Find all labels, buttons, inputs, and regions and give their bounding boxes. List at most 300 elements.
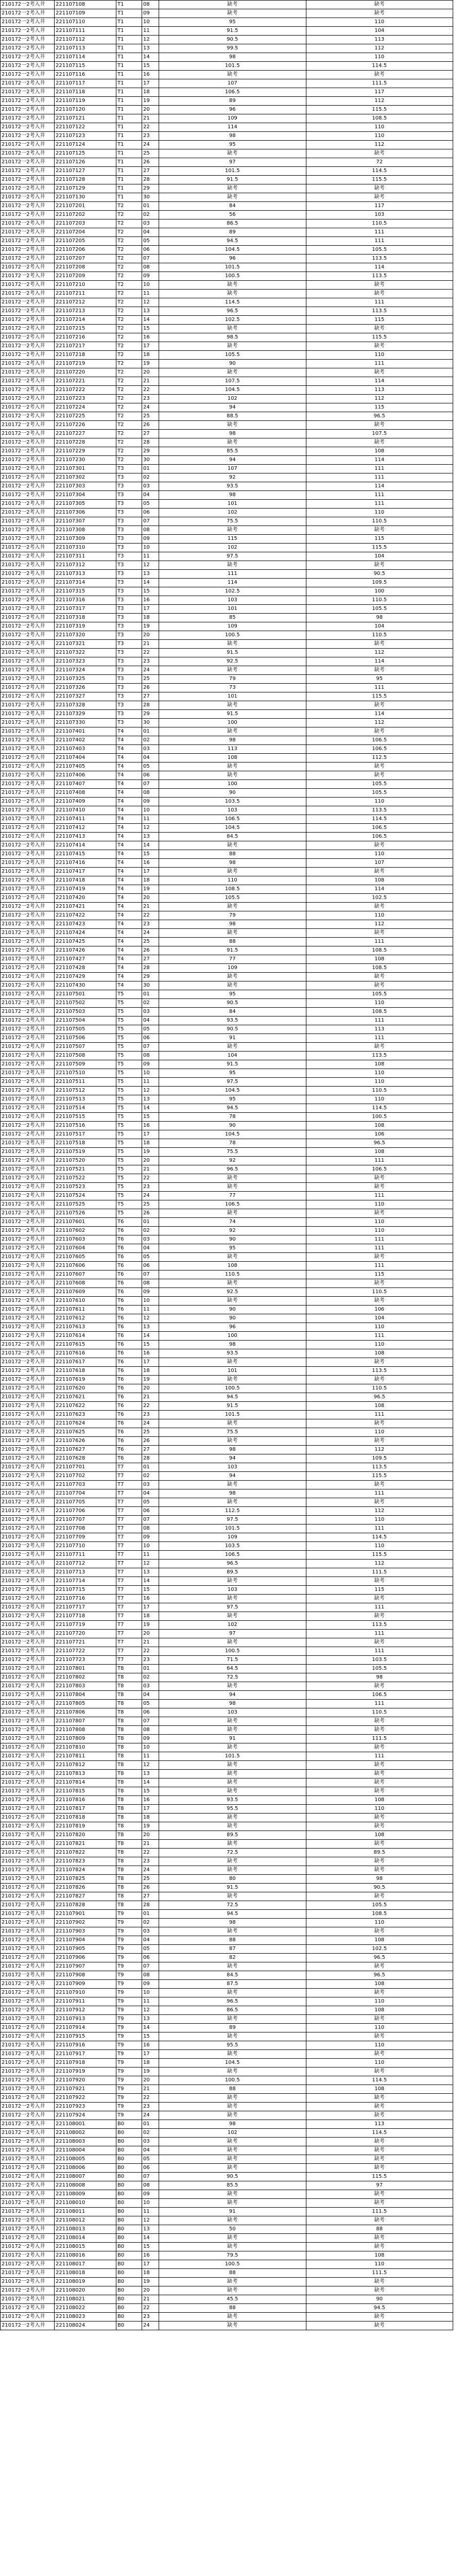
- table-cell-seat: 18: [142, 2269, 159, 2278]
- table-cell-id: 221107625: [55, 1428, 116, 1437]
- table-cell-id: 221107819: [55, 1822, 116, 1831]
- table-cell-score-b: 111: [306, 1157, 453, 1165]
- table-cell-seat: 09: [142, 2190, 159, 2199]
- table-row: [1, 929, 453, 938]
- table-cell-id: 221107207: [55, 255, 116, 263]
- table-cell-seat: 05: [142, 500, 159, 509]
- table-cell-name: 210172一2考入井: [1, 430, 55, 438]
- table-row: [1, 1796, 453, 1805]
- table-row: [1, 1139, 453, 1148]
- table-cell-score-a: 94: [159, 1454, 306, 1463]
- table-cell-score-b: 115: [306, 1270, 453, 1279]
- table-cell-id: 221107330: [55, 719, 116, 727]
- table-row: [1, 1244, 453, 1253]
- table-row: [1, 1358, 453, 1367]
- table-cell-score-b: 缺考: [306, 2243, 453, 2251]
- table-cell-name: 210172一2考入井: [1, 1691, 55, 1700]
- table-row: [1, 1349, 453, 1358]
- table-cell-seat: 09: [142, 1288, 159, 1297]
- table-row: [1, 710, 453, 719]
- table-cell-score-b: 98: [306, 1673, 453, 1682]
- table-cell-seat: 23: [142, 132, 159, 141]
- table-cell-name: 210172一2考入井: [1, 841, 55, 850]
- table-cell-class: T7: [116, 1577, 142, 1586]
- table-cell-class: T4: [116, 824, 142, 833]
- table-cell-score-b: 缺考: [306, 2138, 453, 2146]
- table-row: [1, 246, 453, 255]
- table-row: [1, 1279, 453, 1288]
- table-cell-score-b: 缺考: [306, 1253, 453, 1262]
- table-cell-id: 221107205: [55, 237, 116, 246]
- table-row: [1, 2041, 453, 2050]
- table-cell-name: 210172一2考入井: [1, 2208, 55, 2216]
- table-cell-score-a: 90.5: [159, 36, 306, 44]
- table-cell-seat: 06: [142, 1262, 159, 1270]
- table-cell-score-a: 缺考: [159, 2111, 306, 2120]
- table-cell-score-a: 89: [159, 2024, 306, 2032]
- table-cell-seat: 07: [142, 1516, 159, 1524]
- table-cell-name: 210172一2考入井: [1, 403, 55, 412]
- table-cell-id: 221107302: [55, 473, 116, 482]
- table-cell-seat: 01: [142, 990, 159, 999]
- table-cell-id: 221107613: [55, 1323, 116, 1332]
- table-cell-class: T4: [116, 815, 142, 824]
- table-row: [1, 1157, 453, 1165]
- table-cell-score-a: 91: [159, 2208, 306, 2216]
- table-cell-seat: 10: [142, 1542, 159, 1551]
- table-row: [1, 1069, 453, 1078]
- table-cell-score-a: 缺考: [159, 9, 306, 18]
- table-cell-seat: 23: [142, 920, 159, 929]
- table-cell-score-a: 98: [159, 736, 306, 745]
- table-cell-class: T2: [116, 211, 142, 219]
- table-cell-score-a: 98: [159, 1446, 306, 1454]
- table-cell-id: 221107618: [55, 1367, 116, 1376]
- table-cell-id: 221107119: [55, 97, 116, 106]
- table-row: [1, 2208, 453, 2216]
- table-cell-class: T9: [116, 1910, 142, 1919]
- table-cell-seat: 24: [142, 1866, 159, 1875]
- table-cell-seat: 08: [142, 1971, 159, 1980]
- table-cell-score-b: 110: [306, 2041, 453, 2050]
- table-cell-seat: 13: [142, 307, 159, 316]
- table-row: [1, 1560, 453, 1568]
- table-cell-id: 221108012: [55, 2216, 116, 2225]
- table-cell-name: 210172一2考入井: [1, 2286, 55, 2295]
- table-cell-seat: 04: [142, 491, 159, 500]
- table-cell-name: 210172一2考入井: [1, 1997, 55, 2006]
- table-cell-score-b: 102.5: [306, 1945, 453, 1954]
- table-cell-id: 221107815: [55, 1787, 116, 1796]
- table-cell-score-b: 缺考: [306, 1761, 453, 1770]
- table-cell-seat: 26: [142, 1209, 159, 1218]
- table-cell-score-a: 95.5: [159, 2041, 306, 2050]
- table-cell-score-b: 缺考: [306, 666, 453, 675]
- table-cell-class: T4: [116, 727, 142, 736]
- table-cell-id: 221107126: [55, 158, 116, 167]
- table-cell-score-b: 110: [306, 2059, 453, 2067]
- table-cell-score-a: 111: [159, 570, 306, 579]
- table-cell-score-b: 114.5: [306, 2129, 453, 2138]
- table-cell-id: 221107821: [55, 1840, 116, 1849]
- table-cell-class: T5: [116, 1008, 142, 1016]
- table-cell-score-a: 91.5: [159, 27, 306, 36]
- table-cell-name: 210172一2考入井: [1, 596, 55, 605]
- table-row: [1, 841, 453, 850]
- table-cell-id: 221107828: [55, 1901, 116, 1910]
- table-cell-seat: 23: [142, 657, 159, 666]
- table-cell-seat: 15: [142, 850, 159, 859]
- table-cell-seat: 19: [142, 1376, 159, 1384]
- table-cell-score-b: 缺考: [306, 1498, 453, 1507]
- table-cell-score-b: 115: [306, 316, 453, 325]
- table-cell-seat: 20: [142, 1384, 159, 1393]
- table-cell-score-a: 115: [159, 535, 306, 544]
- table-cell-score-a: 75.5: [159, 517, 306, 526]
- table-cell-id: 221108002: [55, 2129, 116, 2138]
- table-cell-seat: 08: [142, 2181, 159, 2190]
- table-cell-class: T5: [116, 1165, 142, 1174]
- table-cell-name: 210172一2考入井: [1, 123, 55, 132]
- table-row: [1, 2216, 453, 2225]
- table-cell-id: 221107314: [55, 579, 116, 587]
- table-cell-id: 221107130: [55, 193, 116, 202]
- table-cell-score-a: 缺考: [159, 2278, 306, 2286]
- table-cell-score-b: 115.5: [306, 333, 453, 342]
- table-cell-score-a: 缺考: [159, 1814, 306, 1822]
- table-cell-seat: 15: [142, 325, 159, 333]
- table-row: [1, 1997, 453, 2006]
- table-cell-seat: 19: [142, 97, 159, 106]
- table-cell-id: 221107109: [55, 9, 116, 18]
- table-cell-class: T1: [116, 132, 142, 141]
- table-row: [1, 1665, 453, 1673]
- table-row: [1, 237, 453, 246]
- table-cell-class: T4: [116, 789, 142, 798]
- table-cell-score-b: 110: [306, 1227, 453, 1235]
- table-cell-seat: 20: [142, 2286, 159, 2295]
- table-cell-name: 210172一2考入井: [1, 614, 55, 622]
- table-cell-name: 210172一2考入井: [1, 1770, 55, 1778]
- table-row: [1, 9, 453, 18]
- table-cell-seat: 11: [142, 1997, 159, 2006]
- table-cell-class: T2: [116, 246, 142, 255]
- table-cell-seat: 01: [142, 1910, 159, 1919]
- table-cell-class: T8: [116, 1726, 142, 1735]
- table-row: [1, 18, 453, 27]
- table-cell-name: 210172一2考入井: [1, 149, 55, 158]
- table-row: [1, 211, 453, 219]
- table-cell-seat: 01: [142, 1218, 159, 1227]
- table-cell-seat: 20: [142, 2076, 159, 2085]
- table-cell-name: 210172一2考入井: [1, 1122, 55, 1130]
- table-cell-score-b: 112: [306, 395, 453, 403]
- table-cell-score-a: 100.5: [159, 2260, 306, 2269]
- table-cell-score-b: 106: [306, 1306, 453, 1314]
- table-row: [1, 1612, 453, 1621]
- table-cell-seat: 25: [142, 1200, 159, 1209]
- table-cell-seat: 04: [142, 228, 159, 237]
- table-cell-seat: 26: [142, 1884, 159, 1892]
- table-row: [1, 579, 453, 587]
- table-row: [1, 1656, 453, 1665]
- table-cell-score-a: 98.5: [159, 333, 306, 342]
- table-cell-score-a: 94.5: [159, 1104, 306, 1113]
- table-cell-id: 221107710: [55, 1542, 116, 1551]
- table-cell-class: T6: [116, 1235, 142, 1244]
- table-cell-seat: 25: [142, 675, 159, 684]
- table-cell-seat: 16: [142, 333, 159, 342]
- table-cell-score-b: 111: [306, 1244, 453, 1253]
- table-cell-name: 210172一2考入井: [1, 1262, 55, 1270]
- table-cell-seat: 17: [142, 2260, 159, 2269]
- table-cell-name: 210172一2考入井: [1, 903, 55, 911]
- table-cell-score-a: 91.5: [159, 710, 306, 719]
- table-cell-seat: 02: [142, 473, 159, 482]
- table-cell-score-a: 84: [159, 202, 306, 211]
- table-row: [1, 1875, 453, 1884]
- table-cell-class: T8: [116, 1752, 142, 1761]
- table-cell-score-a: 93.5: [159, 482, 306, 491]
- table-cell-class: T8: [116, 1743, 142, 1752]
- table-row: [1, 1384, 453, 1393]
- table-cell-name: 210172一2考入井: [1, 587, 55, 596]
- table-row: [1, 1647, 453, 1656]
- table-cell-seat: 26: [142, 421, 159, 430]
- table-cell-name: 210172一2考入井: [1, 2269, 55, 2278]
- table-cell-class: T3: [116, 701, 142, 710]
- table-cell-id: 221108023: [55, 2313, 116, 2321]
- table-cell-score-a: 75.5: [159, 1148, 306, 1157]
- table-cell-seat: 25: [142, 412, 159, 421]
- table-cell-class: T2: [116, 342, 142, 351]
- table-cell-seat: 14: [142, 2024, 159, 2032]
- table-row: [1, 544, 453, 552]
- table-cell-name: 210172一2考入井: [1, 850, 55, 859]
- table-cell-score-b: 110: [306, 999, 453, 1008]
- table-cell-score-b: 缺考: [306, 1577, 453, 1586]
- table-cell-name: 210172一2考入井: [1, 1989, 55, 1997]
- table-cell-id: 221107918: [55, 2059, 116, 2067]
- table-cell-score-a: 90: [159, 1122, 306, 1130]
- table-cell-seat: 20: [142, 894, 159, 903]
- table-cell-name: 210172一2考入井: [1, 1910, 55, 1919]
- table-cell-name: 210172一2考入井: [1, 1113, 55, 1122]
- table-row: [1, 1831, 453, 1840]
- table-cell-score-a: 96.5: [159, 307, 306, 316]
- table-row: [1, 1428, 453, 1437]
- table-cell-id: 221107915: [55, 2032, 116, 2041]
- table-cell-seat: 02: [142, 2129, 159, 2138]
- table-cell-seat: 02: [142, 1227, 159, 1235]
- table-cell-name: 210172一2考入井: [1, 675, 55, 684]
- table-cell-score-a: 缺考: [159, 2199, 306, 2208]
- table-cell-id: 221107910: [55, 1989, 116, 1997]
- table-cell-score-b: 112: [306, 920, 453, 929]
- table-row: [1, 202, 453, 211]
- table-cell-score-b: 缺考: [306, 1183, 453, 1192]
- table-cell-class: T3: [116, 552, 142, 561]
- table-cell-score-b: 缺考: [306, 1857, 453, 1866]
- table-cell-seat: 08: [142, 1524, 159, 1533]
- table-row: [1, 946, 453, 955]
- table-row: [1, 1700, 453, 1708]
- table-cell-seat: 05: [142, 1700, 159, 1708]
- table-cell-score-b: 缺考: [306, 1358, 453, 1367]
- table-cell-id: 221107516: [55, 1122, 116, 1130]
- table-cell-id: 221107807: [55, 1717, 116, 1726]
- table-cell-id: 221107818: [55, 1814, 116, 1822]
- table-cell-id: 221107411: [55, 815, 116, 824]
- table-cell-seat: 07: [142, 780, 159, 789]
- table-cell-score-a: 缺考: [159, 325, 306, 333]
- table-cell-score-a: 79.5: [159, 2251, 306, 2260]
- table-row: [1, 44, 453, 53]
- table-cell-class: T5: [116, 1043, 142, 1052]
- table-cell-seat: 16: [142, 1796, 159, 1805]
- table-cell-score-a: 缺考: [159, 2067, 306, 2076]
- table-cell-score-a: 106.5: [159, 88, 306, 97]
- table-cell-seat: 16: [142, 2041, 159, 2050]
- table-cell-score-b: 缺考: [306, 2321, 453, 2330]
- table-cell-class: T9: [116, 1980, 142, 1989]
- table-cell-score-a: 105.5: [159, 894, 306, 903]
- table-cell-class: T3: [116, 491, 142, 500]
- table-cell-name: 210172一2考入井: [1, 1349, 55, 1358]
- table-cell-class: T8: [116, 1787, 142, 1796]
- table-cell-class: T3: [116, 649, 142, 657]
- table-cell-score-a: 114.5: [159, 298, 306, 307]
- table-row: [1, 2225, 453, 2234]
- table-row: [1, 1078, 453, 1087]
- table-cell-seat: 12: [142, 561, 159, 570]
- table-cell-class: T9: [116, 2094, 142, 2103]
- table-cell-id: 221107211: [55, 290, 116, 298]
- table-cell-score-a: 缺考: [159, 2146, 306, 2155]
- table-cell-name: 210172一2考入井: [1, 1489, 55, 1498]
- table-cell-score-b: 112: [306, 1446, 453, 1454]
- table-cell-seat: 24: [142, 403, 159, 412]
- table-cell-class: T5: [116, 1148, 142, 1157]
- table-cell-seat: 09: [142, 1533, 159, 1542]
- table-cell-id: 221107217: [55, 342, 116, 351]
- table-row: [1, 1761, 453, 1770]
- table-cell-score-a: 98: [159, 1489, 306, 1498]
- table-cell-score-b: 110: [306, 1200, 453, 1209]
- table-cell-name: 210172一2考入井: [1, 649, 55, 657]
- table-cell-class: B0: [116, 2313, 142, 2321]
- table-cell-score-a: 110.5: [159, 1270, 306, 1279]
- table-cell-id: 221107920: [55, 2076, 116, 2085]
- table-row: [1, 587, 453, 596]
- table-cell-name: 210172一2考入井: [1, 1227, 55, 1235]
- table-cell-id: 221107215: [55, 325, 116, 333]
- table-cell-class: T1: [116, 27, 142, 36]
- table-cell-class: T6: [116, 1402, 142, 1411]
- table-row: [1, 1927, 453, 1936]
- table-cell-seat: 18: [142, 614, 159, 622]
- table-cell-class: T1: [116, 71, 142, 79]
- table-cell-id: 221107423: [55, 920, 116, 929]
- table-cell-score-a: 98: [159, 132, 306, 141]
- table-cell-score-b: 缺考: [306, 1419, 453, 1428]
- table-cell-score-b: 106.5: [306, 1691, 453, 1700]
- table-cell-score-b: 111: [306, 1524, 453, 1533]
- table-cell-name: 210172一2考入井: [1, 1139, 55, 1148]
- table-cell-score-a: 缺考: [159, 903, 306, 911]
- table-cell-score-a: 77: [159, 955, 306, 964]
- table-cell-name: 210172一2考入井: [1, 570, 55, 579]
- table-cell-score-a: 90: [159, 1306, 306, 1314]
- table-cell-seat: 16: [142, 1349, 159, 1358]
- table-cell-seat: 09: [142, 1060, 159, 1069]
- table-row: [1, 1235, 453, 1244]
- table-cell-id: 221107612: [55, 1314, 116, 1323]
- table-cell-score-b: 110: [306, 18, 453, 27]
- table-cell-id: 221107905: [55, 1945, 116, 1954]
- table-cell-name: 210172一2考入井: [1, 333, 55, 342]
- table-cell-seat: 02: [142, 1472, 159, 1481]
- table-row: [1, 473, 453, 482]
- table-cell-seat: 14: [142, 1104, 159, 1113]
- table-cell-seat: 17: [142, 1805, 159, 1814]
- table-cell-score-a: 50: [159, 2225, 306, 2234]
- table-cell-name: 210172一2考入井: [1, 2015, 55, 2024]
- table-cell-name: 210172一2考入井: [1, 535, 55, 544]
- table-cell-seat: 03: [142, 1927, 159, 1936]
- table-cell-seat: 10: [142, 1743, 159, 1752]
- table-row: [1, 614, 453, 622]
- table-cell-name: 210172一2考入井: [1, 473, 55, 482]
- table-cell-seat: 10: [142, 18, 159, 27]
- table-cell-seat: 15: [142, 1787, 159, 1796]
- table-cell-id: 221107916: [55, 2041, 116, 2050]
- table-cell-score-b: 111: [306, 228, 453, 237]
- table-cell-score-b: 缺考: [306, 1726, 453, 1735]
- table-cell-id: 221107113: [55, 44, 116, 53]
- table-cell-seat: 14: [142, 2234, 159, 2243]
- table-cell-seat: 10: [142, 1297, 159, 1306]
- table-cell-score-a: 缺考: [159, 1857, 306, 1866]
- table-cell-score-a: 94.5: [159, 1393, 306, 1402]
- table-row: [1, 1437, 453, 1446]
- table-cell-score-a: 96.5: [159, 1165, 306, 1174]
- table-cell-score-a: 98: [159, 430, 306, 438]
- table-cell-id: 221108018: [55, 2269, 116, 2278]
- table-cell-score-b: 105.5: [306, 605, 453, 614]
- table-cell-seat: 01: [142, 465, 159, 473]
- table-row: [1, 351, 453, 360]
- table-cell-score-b: 缺考: [306, 1778, 453, 1787]
- table-cell-score-b: 缺考: [306, 1787, 453, 1796]
- table-cell-score-a: 100.5: [159, 631, 306, 640]
- table-cell-seat: 12: [142, 1087, 159, 1095]
- table-cell-score-b: 115: [306, 1586, 453, 1595]
- table-cell-seat: 13: [142, 44, 159, 53]
- table-row: [1, 1498, 453, 1507]
- table-cell-score-b: 缺考: [306, 929, 453, 938]
- table-cell-name: 210172一2考入井: [1, 2251, 55, 2260]
- table-cell-name: 210172一2考入井: [1, 27, 55, 36]
- table-cell-class: T2: [116, 333, 142, 342]
- table-cell-id: 221107611: [55, 1306, 116, 1314]
- table-cell-class: T5: [116, 1139, 142, 1148]
- table-cell-seat: 03: [142, 1682, 159, 1691]
- table-cell-id: 221107413: [55, 833, 116, 841]
- table-cell-score-b: 111.5: [306, 2208, 453, 2216]
- table-row: [1, 771, 453, 780]
- table-cell-name: 210172一2考入井: [1, 1822, 55, 1831]
